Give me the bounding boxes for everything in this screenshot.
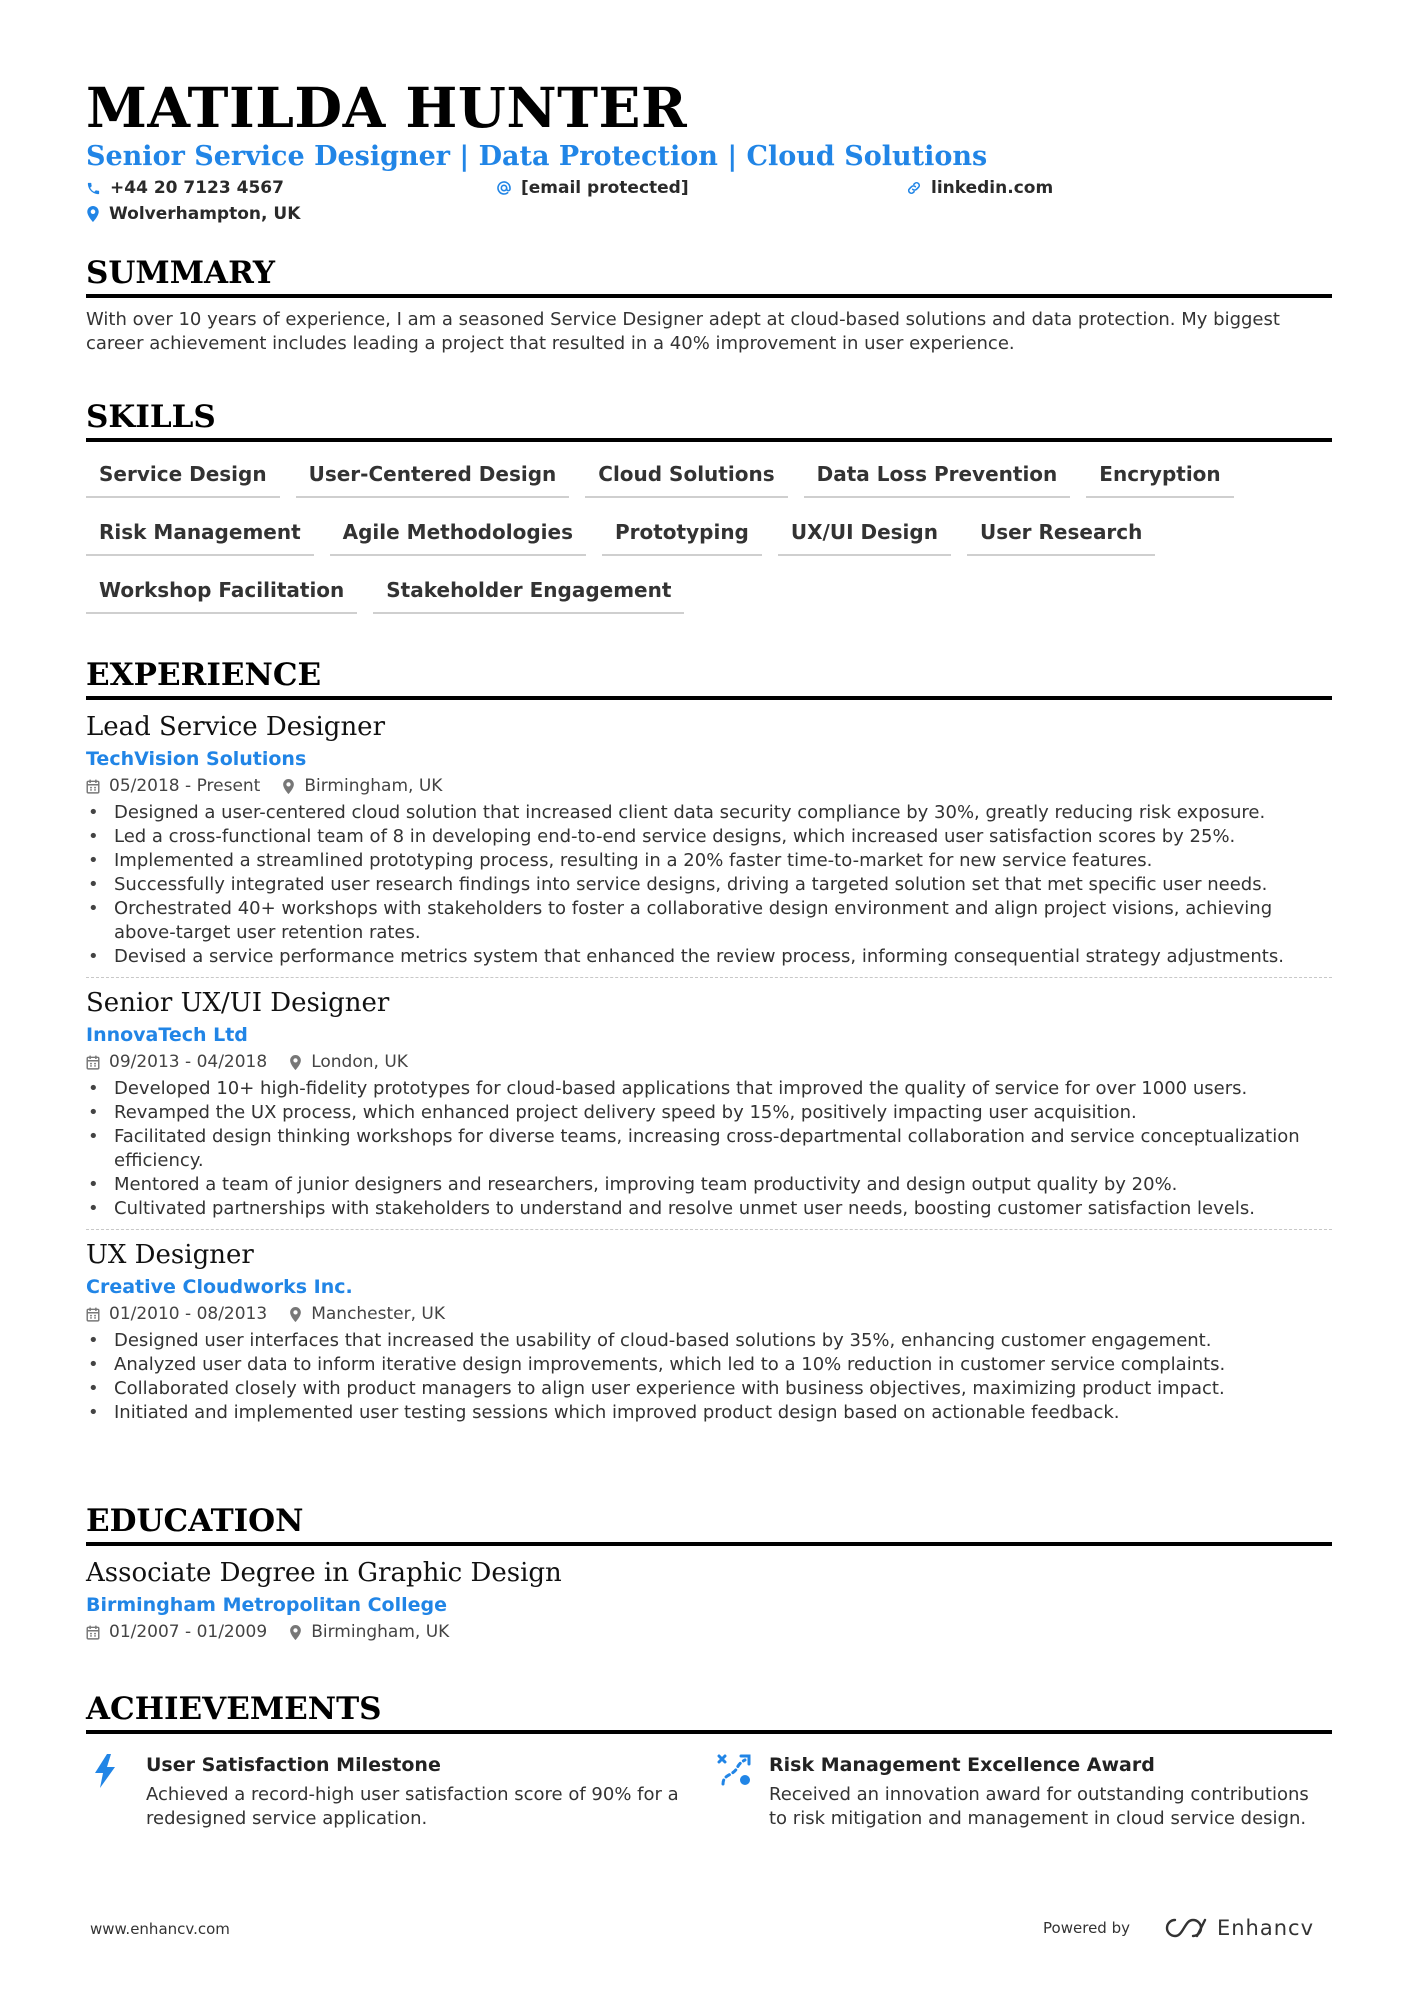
calendar-icon xyxy=(86,1055,100,1070)
job-divider xyxy=(86,977,1332,978)
bullet-item: • Facilitated design thinking workshops for diverse teams, increasing cross-departmental collaboration and service conceptualization efficiency. xyxy=(86,1125,1332,1173)
contact-location xyxy=(86,202,300,226)
summary-heading: SUMMARY xyxy=(86,254,1332,298)
skill-tag: Agile Methodologies xyxy=(330,512,586,556)
skill-tag: Encryption xyxy=(1086,454,1233,498)
achievements-heading: ACHIEVEMENTS xyxy=(86,1690,1332,1734)
job-meta xyxy=(86,1050,1332,1074)
strategy-icon xyxy=(717,1754,753,1788)
achievement-title: User Satisfaction Milestone xyxy=(146,1754,441,1776)
job-location-text: London, UK xyxy=(311,1052,408,1072)
skill-tag: Service Design xyxy=(86,454,280,498)
job-dates xyxy=(86,774,260,798)
job-bullets xyxy=(86,1077,1332,1221)
job-company[interactable]: Creative Cloudworks Inc. xyxy=(86,1276,353,1298)
skill-tag: Stakeholder Engagement xyxy=(373,570,684,614)
candidate-title: Senior Service Designer | Data Protection | Cloud Solutions xyxy=(86,141,988,172)
degree-title: Associate Degree in Graphic Design xyxy=(86,1558,562,1588)
education-section xyxy=(86,1502,1332,1644)
job-dates-text: 01/2010 - 08/2013 xyxy=(109,1304,268,1324)
bullet-item: • Revamped the UX process, which enhanced project delivery speed by 15%, positively impacting user acquisition. xyxy=(86,1101,1332,1125)
candidate-name: MATILDA HUNTER xyxy=(86,75,688,140)
skills-list xyxy=(86,454,1286,628)
contact-info xyxy=(86,176,1332,232)
education-dates-text: 01/2007 - 01/2009 xyxy=(109,1622,268,1642)
bullet-item: • Initiated and implemented user testing sessions which improved product design based on actionable feedback. xyxy=(86,1401,1332,1425)
job-entry xyxy=(86,1238,1332,1425)
job-location xyxy=(282,774,442,798)
location-pin-icon xyxy=(289,1055,302,1070)
skill-tag: User Research xyxy=(967,512,1155,556)
skill-tag: UX/UI Design xyxy=(778,512,951,556)
bullet-item: • Designed a user-centered cloud solution that increased client data security compliance by 30%, greatly reducing risk exposure. xyxy=(86,801,1332,825)
job-location xyxy=(289,1302,445,1326)
summary-section xyxy=(86,254,1332,356)
bullet-item: • Designed user interfaces that increased the usability of cloud-based solutions by 35%, enhancing customer engagement. xyxy=(86,1329,1332,1353)
at-icon xyxy=(496,180,512,196)
achievements-section xyxy=(86,1690,1332,1831)
bullet-item: • Successfully integrated user research findings into service designs, driving a targeted solution set that met specific user needs. xyxy=(86,873,1332,897)
powered-by-text: Powered by xyxy=(1043,1919,1130,1937)
page-footer xyxy=(90,1916,1314,1946)
job-role: Lead Service Designer xyxy=(86,712,385,742)
job-dates-text: 09/2013 - 04/2018 xyxy=(109,1052,268,1072)
resume-page xyxy=(86,75,1332,1829)
brand-name: Enhancv xyxy=(1216,1916,1314,1940)
skill-tag: User-Centered Design xyxy=(296,454,570,498)
skills-section xyxy=(86,398,1332,628)
achievement-title: Risk Management Excellence Award xyxy=(769,1754,1155,1776)
bullet-item: • Implemented a streamlined prototyping process, resulting in a 20% faster time-to-market for new service features. xyxy=(86,849,1332,873)
achievements-list xyxy=(86,1752,1332,1831)
experience-section xyxy=(86,656,1332,1425)
achievement-item xyxy=(86,1752,709,1831)
calendar-icon xyxy=(86,1625,100,1640)
bullet-item: • Mentored a team of junior designers and researchers, improving team productivity and design output quality by 20%. xyxy=(86,1173,1332,1197)
education-location-text: Birmingham, UK xyxy=(311,1622,450,1642)
job-company[interactable]: InnovaTech Ltd xyxy=(86,1024,248,1046)
job-entry xyxy=(86,986,1332,1230)
email-text: [email protected] xyxy=(521,178,689,198)
phone-text: +44 20 7123 4567 xyxy=(110,178,284,198)
footer-url[interactable]: www.enhancv.com xyxy=(90,1920,230,1938)
education-location xyxy=(289,1620,449,1644)
job-company[interactable]: TechVision Solutions xyxy=(86,748,307,770)
achievement-desc: Achieved a record-high user satisfaction score of 90% for a redesigned service application. xyxy=(146,1784,679,1829)
job-dates-text: 05/2018 - Present xyxy=(109,776,261,796)
job-dates xyxy=(86,1302,267,1326)
skills-heading: SKILLS xyxy=(86,398,1332,442)
skill-tag: Workshop Facilitation xyxy=(86,570,357,614)
location-pin-icon xyxy=(289,1625,302,1640)
job-meta xyxy=(86,774,1332,798)
job-bullets xyxy=(86,1329,1332,1425)
calendar-icon xyxy=(86,779,100,794)
job-role: UX Designer xyxy=(86,1240,254,1270)
linkedin-text: linkedin.com xyxy=(931,178,1054,198)
location-pin-icon xyxy=(282,779,295,794)
job-role: Senior UX/UI Designer xyxy=(86,988,390,1018)
experience-heading: EXPERIENCE xyxy=(86,656,1332,700)
skill-tag: Prototyping xyxy=(602,512,762,556)
contact-email[interactable] xyxy=(496,176,689,200)
education-meta xyxy=(86,1620,1332,1644)
achievement-body xyxy=(146,1752,686,1831)
contact-linkedin[interactable] xyxy=(906,176,1053,200)
lightning-icon xyxy=(94,1754,116,1788)
location-pin-icon xyxy=(86,206,100,222)
school-name[interactable]: Birmingham Metropolitan College xyxy=(86,1594,447,1616)
bullet-item: • Devised a service performance metrics system that enhanced the review process, informing consequential strategy adjustments. xyxy=(86,945,1332,969)
job-entry xyxy=(86,710,1332,978)
skill-tag: Data Loss Prevention xyxy=(804,454,1071,498)
job-meta xyxy=(86,1302,1332,1326)
job-bullets xyxy=(86,801,1332,969)
skill-tag: Risk Management xyxy=(86,512,314,556)
location-pin-icon xyxy=(289,1307,302,1322)
skill-tag: Cloud Solutions xyxy=(585,454,787,498)
education-dates xyxy=(86,1620,267,1644)
achievement-icon-wrap xyxy=(709,1752,769,1831)
link-icon xyxy=(906,180,922,196)
bullet-item: • Led a cross-functional team of 8 in developing end-to-end service designs, which increased user satisfaction scores by 25%. xyxy=(86,825,1332,849)
education-entry xyxy=(86,1556,1332,1644)
location-text: Wolverhampton, UK xyxy=(109,204,301,224)
achievement-icon-wrap xyxy=(86,1752,146,1831)
phone-icon xyxy=(86,181,101,196)
enhancv-logo-icon xyxy=(1163,1916,1209,1940)
bullet-item: • Analyzed user data to inform iterative design improvements, which led to a 10% reduction in customer service complaints. xyxy=(86,1353,1332,1377)
job-divider xyxy=(86,1229,1332,1230)
enhancv-logo[interactable] xyxy=(1163,1916,1314,1940)
bullet-item: • Developed 10+ high-fidelity prototypes for cloud-based applications that improved the quality of service for over 1000 users. xyxy=(86,1077,1332,1101)
bullet-item: • Cultivated partnerships with stakeholders to understand and resolve unmet user needs, boosting customer satisfaction levels. xyxy=(86,1197,1332,1221)
bullet-item: • Orchestrated 40+ workshops with stakeholders to foster a collaborative design environment and align project visions, achieving above-target user retention rates. xyxy=(86,897,1332,945)
job-location xyxy=(289,1050,408,1074)
job-location-text: Manchester, UK xyxy=(311,1304,446,1324)
achievement-body xyxy=(769,1752,1309,1831)
job-location-text: Birmingham, UK xyxy=(304,776,443,796)
achievement-item xyxy=(709,1752,1332,1831)
calendar-icon xyxy=(86,1307,100,1322)
summary-text: With over 10 years of experience, I am a seasoned Service Designer adept at cloud-based solutions and data protection. My biggest career achievement includes leading a project that resulted in a 40% improvement in user experience. xyxy=(86,309,1280,354)
contact-phone[interactable] xyxy=(86,176,284,200)
education-heading: EDUCATION xyxy=(86,1502,1332,1546)
achievement-desc: Received an innovation award for outstanding contributions to risk mitigation and management in cloud service design. xyxy=(769,1784,1309,1829)
job-dates xyxy=(86,1050,267,1074)
bullet-item: • Collaborated closely with product managers to align user experience with business objectives, maximizing product impact. xyxy=(86,1377,1332,1401)
